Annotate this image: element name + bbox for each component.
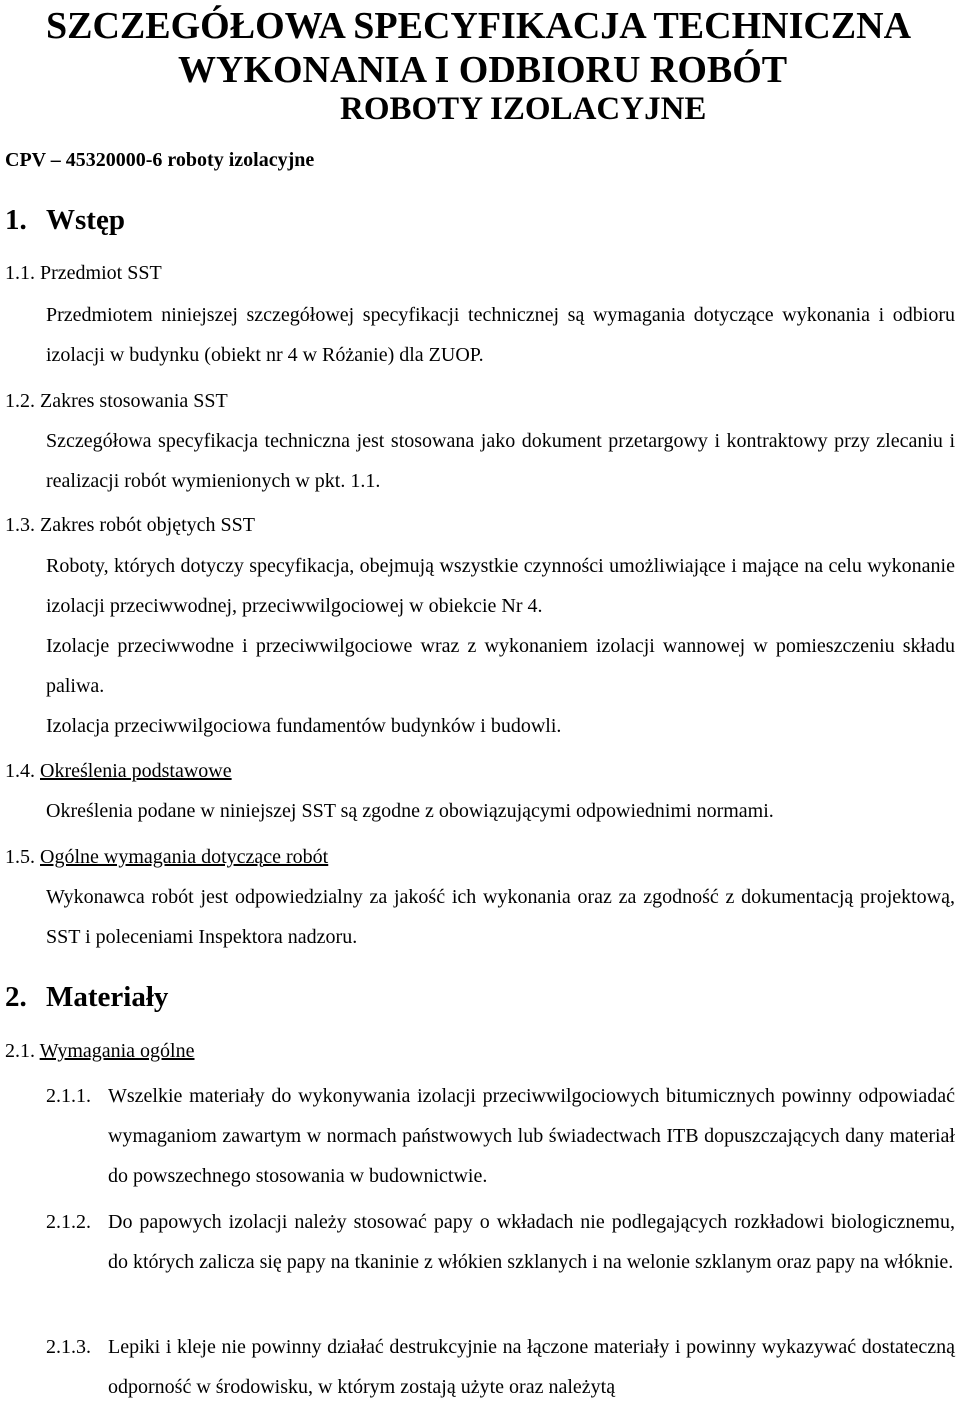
section-1-4-number: 1.4.: [5, 760, 35, 782]
section-1-2-heading: [5, 390, 228, 413]
section-1-1-number: 1.1.: [5, 262, 35, 284]
section-1-5-text: Wykonawca robót jest odpowiedzialny za jakość ich wykonania oraz za zgodność z dokumentacją projektową, SST i poleceniami Inspektora nadzoru.: [46, 886, 955, 948]
section-2-number: 2.: [5, 981, 27, 1013]
section-1-5-title: Ogólne wymagania dotyczące robót: [40, 846, 329, 868]
section-1-3-paragraph-1: Roboty, których dotyczy specyfikacja, obejmują wszystkie czynności umożliwiające i mające na celu wykonanie izolacji przeciwwodnej, przeciwwilgociowej w obiekcie Nr 4.: [46, 555, 955, 617]
list-item: [46, 1327, 955, 1407]
section-1-2-number: 1.2.: [5, 390, 35, 412]
cpv-code: CPV – 45320000-6 roboty izolacyjne: [5, 149, 315, 171]
document-title-line-1: SZCZEGÓŁOWA SPECYFIKACJA TECHNICZNA: [46, 5, 912, 47]
section-1-heading: [5, 204, 125, 237]
section-1-5-number: 1.5.: [5, 846, 35, 868]
section-1-5-heading: [5, 846, 328, 869]
section-1-1-title: Przedmiot SST: [40, 262, 162, 284]
section-1-3-paragraph-2: Izolacje przeciwwodne i przeciwwilgociowe wraz z wykonaniem izolacji wannowej w pomieszczeniu składu paliwa.: [46, 635, 955, 697]
section-1-2-title: Zakres stosowania SST: [40, 390, 228, 412]
list-item-number: 2.1.2.: [46, 1211, 91, 1233]
list-item-text: Do papowych izolacji należy stosować papy o wkładach nie podlegających rozkładowi biologicznemu, do których zalicza się papy na tkaninie z włókien szklanych i na welonie szklanym oraz papy na włóknie.: [108, 1211, 955, 1273]
section-1-4-heading: [5, 760, 232, 783]
document-title-line-2: WYKONANIA I ODBIORU ROBÓT: [178, 49, 788, 91]
list-item-text: Wszelkie materiały do wykonywania izolacji przeciwwilgociowych bitumicznych powinny odpowiadać wymaganiom zawartym w normach państwowych lub świadectwach ITB dopuszczających dany materiał do powszechnego stosowania w budownictwie.: [108, 1085, 955, 1187]
section-1-1-heading: [5, 262, 162, 285]
section-1-3-paragraph-3: Izolacja przeciwwilgociowa fundamentów budynków i budowli.: [46, 715, 562, 737]
section-1-1-text: Przedmiotem niniejszej szczegółowej specyfikacji technicznej są wymagania dotyczące wykonania i odbioru izolacji w budynku (obiekt nr 4 w Różanie) dla ZUOP.: [46, 304, 955, 366]
section-1-3-heading: [5, 514, 255, 537]
section-1-number: 1.: [5, 204, 27, 236]
list-item-number: 2.1.1.: [46, 1085, 91, 1107]
section-2-heading: [5, 981, 168, 1014]
section-2-1-number: 2.1.: [5, 1040, 35, 1062]
list-item: [46, 1202, 955, 1282]
section-1-3-title: Zakres robót objętych SST: [40, 514, 255, 536]
list-item: [46, 1076, 955, 1196]
document-subtitle: ROBOTY IZOLACYJNE: [340, 91, 707, 127]
list-item-number: 2.1.3.: [46, 1336, 91, 1358]
section-2-title: Materiały: [46, 981, 169, 1013]
section-1-2-text: Szczegółowa specyfikacja techniczna jest stosowana jako dokument przetargowy i kontraktowy przy zlecaniu i realizacji robót wymienionych w pkt. 1.1.: [46, 430, 955, 492]
section-1-4-title: Określenia podstawowe: [40, 760, 232, 782]
section-1-title: Wstęp: [46, 204, 125, 236]
section-2-1-heading: [5, 1040, 195, 1063]
list-item-text: Lepiki i kleje nie powinny działać destrukcyjnie na łączone materiały i powinny wykazywać dostateczną odporność w środowisku, w którym zostają użyte oraz należytą: [108, 1336, 955, 1398]
section-1-4-text: Określenia podane w niniejszej SST są zgodne z obowiązującymi odpowiednimi normami.: [46, 800, 774, 822]
section-1-3-number: 1.3.: [5, 514, 35, 536]
section-2-1-title: Wymagania ogólne: [39, 1040, 195, 1062]
